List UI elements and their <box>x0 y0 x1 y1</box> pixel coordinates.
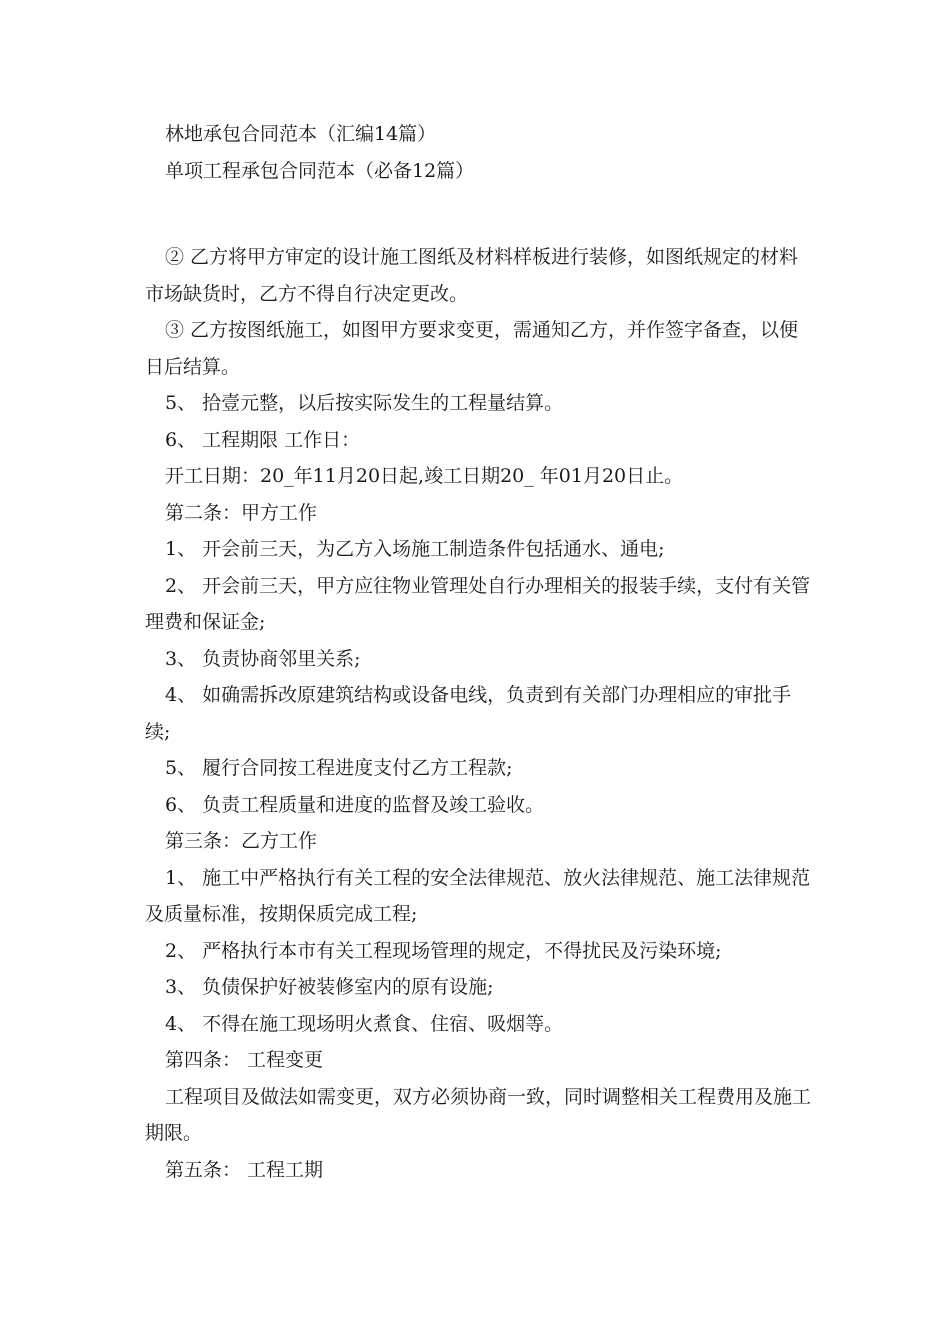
header-line-2: 单项工程承包合同范本（必备12篇） <box>165 159 475 182</box>
document-body <box>145 116 815 1188</box>
section-heading-article-4: 第四条： 工程变更 <box>165 1049 324 1071</box>
paragraph-article2-item-2: 2、 开会前三天，甲方应往物业管理处自行办理相关的报装手续，支付有关管理费和保证金; <box>145 574 811 633</box>
paragraph-article4-body: 工程项目及做法如需变更，双方必须协商一致，同时调整相关工程费用及施工期限。 <box>145 1085 812 1144</box>
paragraph-article2-item-3: 3、 负责协商邻里关系; <box>165 647 361 670</box>
header-line-1: 林地承包合同范本（汇编14篇） <box>165 123 437 145</box>
section-heading-article-3: 第三条：乙方工作 <box>165 830 318 852</box>
paragraph-item-6: 6、 工程期限 工作日： <box>165 428 361 451</box>
spacer <box>145 189 815 239</box>
section-heading-article-5: 第五条： 工程工期 <box>165 1158 324 1181</box>
paragraph-article2-item-6: 6、 负责工程质量和进度的监督及竣工验收。 <box>165 793 545 816</box>
paragraph-article3-item-1: 1、 施工中严格执行有关工程的安全法律规范、放火法律规范、施工法律规范及质量标准，按期保质完成工程; <box>145 866 811 925</box>
paragraph-article3-item-4: 4、 不得在施工现场明火煮食、住宿、吸烟等。 <box>165 1012 564 1035</box>
paragraph-item-2: ② 乙方将甲方审定的设计施工图纸及材料样板进行装修，如图纸规定的材料市场缺货时，乙方不得自行决定更改。 <box>145 246 799 305</box>
paragraph-item-3: ③ 乙方按图纸施工，如图甲方要求变更，需通知乙方，并作签字备查，以便日后结算。 <box>145 319 799 378</box>
paragraph-dates: 开工日期：20_年11月20日起,竣工日期20_ 年01月20日止。 <box>165 465 684 487</box>
paragraph-article3-item-2: 2、 严格执行本市有关工程现场管理的规定，不得扰民及污染环境; <box>165 939 722 962</box>
paragraph-article2-item-1: 1、 开会前三天，为乙方入场施工制造条件包括通水、通电; <box>165 538 665 560</box>
paragraph-item-5: 5、 拾壹元整，以后按实际发生的工程量结算。 <box>165 392 564 414</box>
paragraph-article2-item-5: 5、 履行合同按工程进度支付乙方工程款; <box>165 757 513 779</box>
paragraph-article3-item-3: 3、 负债保护好被装修室内的原有设施; <box>165 976 494 998</box>
paragraph-article2-item-4: 4、 如确需拆改原建筑结构或设备电线，负责到有关部门办理相应的审批手续; <box>145 684 792 743</box>
section-heading-article-2: 第二条：甲方工作 <box>165 501 318 524</box>
